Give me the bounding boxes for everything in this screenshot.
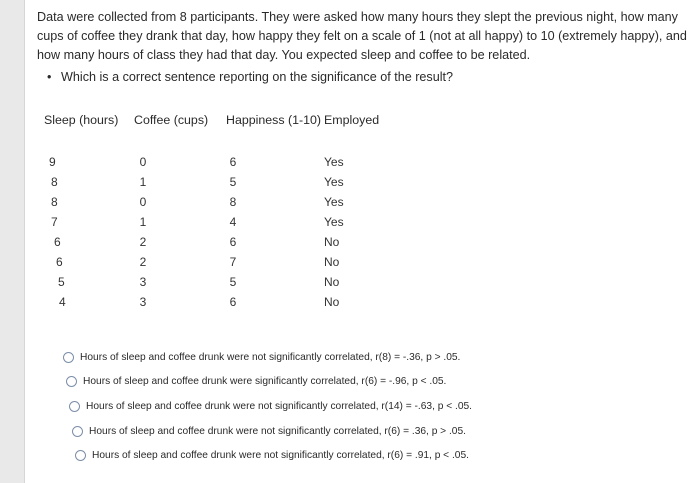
employed-cell: No <box>324 255 340 269</box>
happiness-cell: 6 <box>229 235 237 249</box>
option-3[interactable] <box>69 401 472 412</box>
happiness-cell: 5 <box>229 275 237 289</box>
option-1[interactable] <box>63 352 460 363</box>
question-card <box>24 0 700 483</box>
happiness-cell: 7 <box>229 255 237 269</box>
employed-cell: Yes <box>324 175 344 189</box>
employed-column <box>324 152 384 312</box>
option-4[interactable] <box>72 426 466 437</box>
happiness-cell: 5 <box>229 175 237 189</box>
sleep-cell: 9 <box>49 155 56 169</box>
bullet-icon: • <box>47 70 52 84</box>
question-bullet <box>47 70 453 84</box>
option-text: Hours of sleep and coffee drunk were not significantly correlated, r(8) = -.36, p > .05. <box>80 352 461 363</box>
coffee-cell: 1 <box>139 215 147 229</box>
employed-cell: No <box>324 235 340 249</box>
radio-icon[interactable] <box>69 401 80 412</box>
bullet-text: Which is a correct sentence reporting on the significance of the result? <box>61 70 454 84</box>
coffee-cell: 3 <box>139 295 147 309</box>
header-employed: Employed <box>324 113 380 127</box>
header-happiness: Happiness (1-10) <box>226 113 322 127</box>
employed-cell: Yes <box>324 215 344 229</box>
radio-icon[interactable] <box>63 352 74 363</box>
happiness-cell: 8 <box>229 195 237 209</box>
header-coffee: Coffee (cups) <box>134 113 209 127</box>
happiness-column <box>203 152 263 312</box>
coffee-column <box>113 152 173 312</box>
option-text: Hours of sleep and coffee drunk were not significantly correlated, r(14) = -.63, p < .05. <box>86 401 473 412</box>
coffee-cell: 1 <box>139 175 147 189</box>
coffee-cell: 2 <box>139 235 147 249</box>
option-text: Hours of sleep and coffee drunk were significantly correlated, r(6) = -.96, p < .05. <box>83 376 447 387</box>
employed-cell: Yes <box>324 195 344 209</box>
employed-cell: No <box>324 275 340 289</box>
option-text: Hours of sleep and coffee drunk were not significantly correlated, r(6) = .36, p > .05. <box>89 426 466 437</box>
sleep-cell: 8 <box>51 195 58 209</box>
option-2[interactable] <box>66 376 446 387</box>
option-text: Hours of sleep and coffee drunk were not significantly correlated, r(6) = .91, p < .05. <box>92 450 469 461</box>
coffee-cell: 0 <box>139 195 147 209</box>
happiness-cell: 6 <box>229 155 237 169</box>
happiness-cell: 6 <box>229 295 237 309</box>
sleep-column <box>45 152 105 312</box>
employed-cell: Yes <box>324 155 344 169</box>
coffee-cell: 3 <box>139 275 147 289</box>
happiness-cell: 4 <box>229 215 237 229</box>
sleep-cell: 5 <box>58 275 65 289</box>
sleep-cell: 6 <box>54 235 61 249</box>
option-5[interactable] <box>75 450 469 461</box>
header-sleep: Sleep (hours) <box>44 113 119 127</box>
radio-icon[interactable] <box>66 376 77 387</box>
question-prompt: Data were collected from 8 participants. They were asked how many hours they slept the previous night, how many cups of coffee they drank that day, how happy they felt on a scale of 1 (not at all happy) to 10 (extremely happy), and how many hours of class they had that day. You expected sleep and coffee to be related. <box>37 10 687 62</box>
radio-icon[interactable] <box>75 450 86 461</box>
coffee-cell: 2 <box>139 255 147 269</box>
sleep-cell: 6 <box>56 255 63 269</box>
employed-cell: No <box>324 295 340 309</box>
sleep-cell: 8 <box>51 175 58 189</box>
radio-icon[interactable] <box>72 426 83 437</box>
sleep-cell: 4 <box>59 295 66 309</box>
coffee-cell: 0 <box>139 155 147 169</box>
sleep-cell: 7 <box>51 215 58 229</box>
